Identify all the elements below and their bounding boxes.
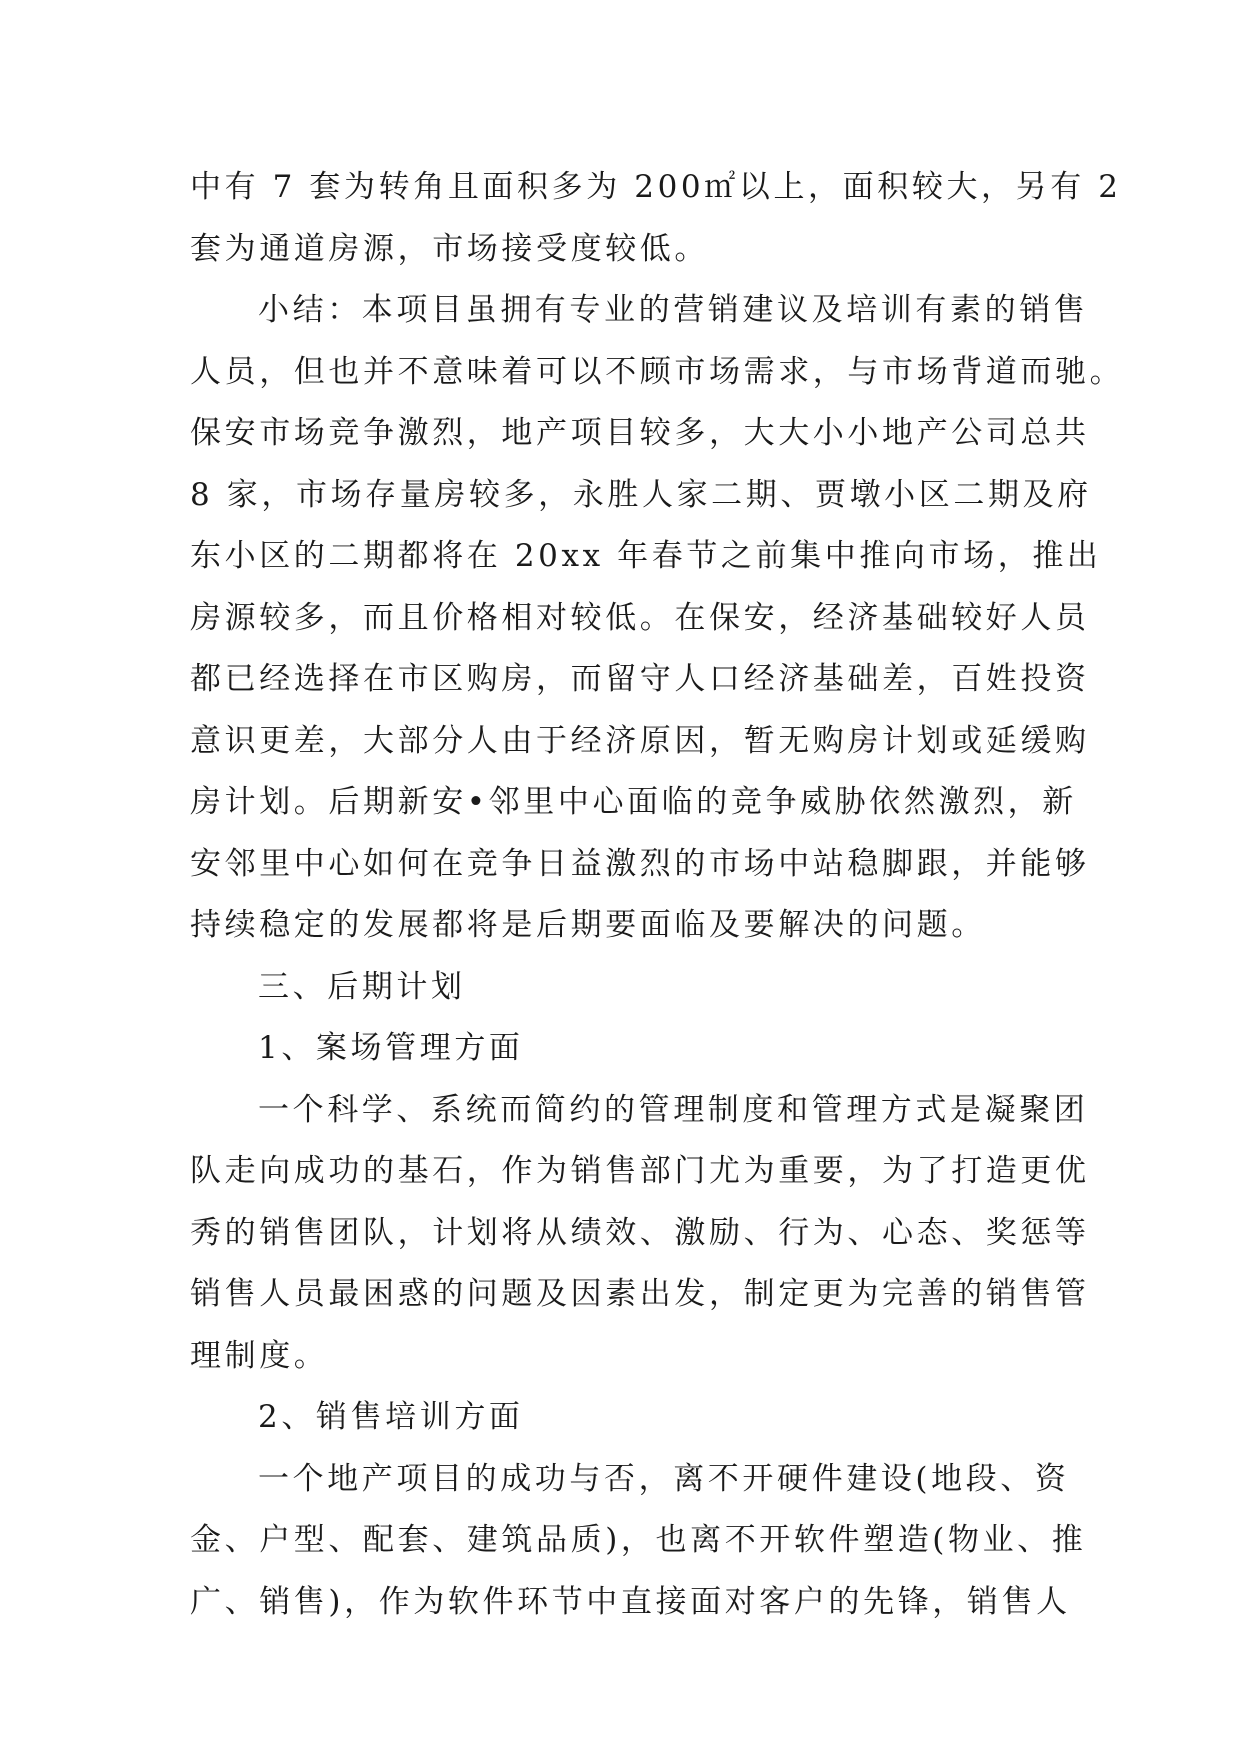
- text-line-7: 东小区的二期都将在 20xx 年春节之前集中推向市场，推出: [190, 538, 1102, 574]
- text-line-18: 秀的销售团队，计划将从绩效、激励、行为、心态、奖惩等: [190, 1214, 1090, 1251]
- text-line-11: 房计划。后期新安•邻里中心面临的竞争威胁依然激烈，新: [190, 784, 1077, 820]
- text-line-22: 一个地产项目的成功与否，离不开硬件建设(地段、资: [258, 1460, 1070, 1497]
- body-text: [190, 157, 1125, 1633]
- text-line-23: 金、户型、配套、建筑品质)，也离不开软件塑造(物业、推: [190, 1522, 1087, 1558]
- subsection-heading-2: 2、销售培训方面: [258, 1399, 524, 1435]
- text-line-19: 销售人员最困惑的问题及因素出发，制定更为完善的销售管: [190, 1276, 1090, 1312]
- section-heading: 三、后期计划: [258, 968, 466, 1005]
- text-line-2: 套为通道房源，市场接受度较低。: [190, 230, 709, 267]
- text-line-12: 安邻里中心如何在竞争日益激烈的市场中站稳脚跟，并能够: [190, 845, 1090, 882]
- text-line-8: 房源较多，而且价格相对较低。在保安，经济基础较好人员: [190, 599, 1090, 636]
- text-line-16: 一个科学、系统而简约的管理制度和管理方式是凝聚团: [258, 1091, 1089, 1128]
- text-line-9: 都已经选择在市区购房，而留守人口经济基础差，百姓投资: [190, 661, 1090, 697]
- text-line-20: 理制度。: [190, 1337, 329, 1374]
- subsection-heading-1: 1、案场管理方面: [258, 1030, 524, 1066]
- text-line-17: 队走向成功的基石，作为销售部门尤为重要，为了打造更优: [190, 1153, 1090, 1189]
- text-line-13: 持续稳定的发展都将是后期要面临及要解决的问题。: [190, 907, 986, 943]
- text-line-5: 保安市场竞争激烈，地产项目较多，大大小小地产公司总共: [190, 415, 1090, 451]
- text-line-3: 小结：本项目虽拥有专业的营销建议及培训有素的销售: [258, 292, 1089, 328]
- text-line-24: 广、销售)，作为软件环节中直接面对客户的先锋，销售人: [190, 1583, 1071, 1620]
- text-line-10: 意识更差，大部分人由于经济原因，暂无购房计划或延缓购: [190, 722, 1090, 759]
- text-line-6: 8 家，市场存量房较多，永胜人家二期、贾墩小区二期及府: [190, 476, 1092, 513]
- text-line-4: 人员，但也并不意味着可以不顾市场需求，与市场背道而驰。: [190, 353, 1125, 390]
- text-line-1: 中有 7 套为转角且面积多为 200㎡以上，面积较大，另有 2: [190, 169, 1122, 205]
